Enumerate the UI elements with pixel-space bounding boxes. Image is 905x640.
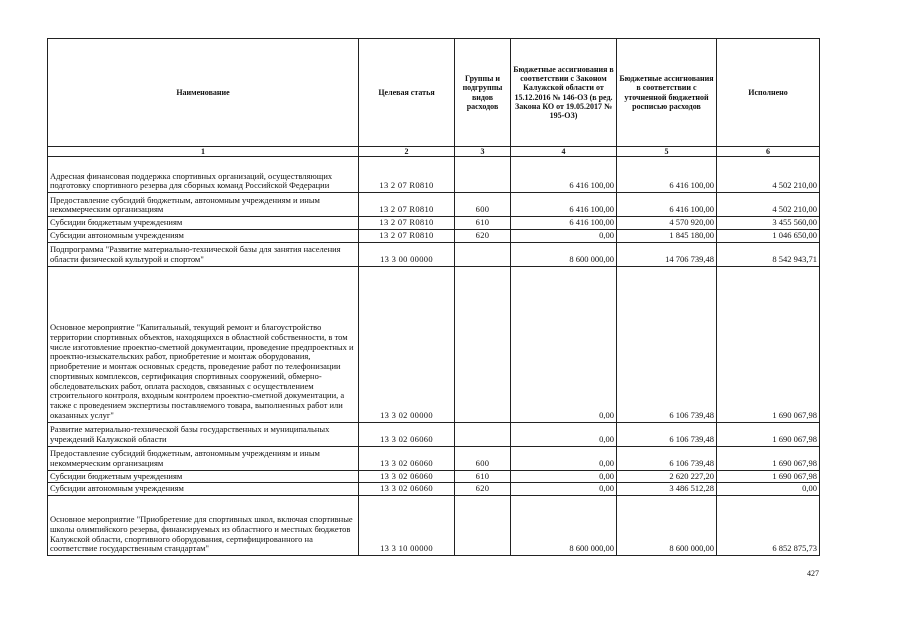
table-row <box>48 193 820 217</box>
row-name: Предоставление субсидий бюджетным, автономным учреждениям и иным некоммерческим организациям <box>48 446 359 470</box>
row-refined-amount: 6 416 100,00 <box>617 193 717 217</box>
table-row <box>48 229 820 242</box>
row-law-amount: 6 416 100,00 <box>511 157 617 193</box>
row-law-amount: 0,00 <box>511 470 617 483</box>
row-executed-amount: 8 542 943,71 <box>717 242 820 266</box>
header-law-allocations: Бюджетные ассигнования в соответствии с Законом Калужской области от 15.12.2016 № 146-ОЗ (в ред. Закона КО от 19.05.2017 № 195-ОЗ) <box>511 39 617 147</box>
row-target-article: 13 3 02 06060 <box>359 422 455 446</box>
row-executed-amount: 1 046 650,00 <box>717 229 820 242</box>
header-name: Наименование <box>48 39 359 147</box>
header-refined-allocations: Бюджетные ассигнования в соответствии с уточненной бюджетной росписью расходов <box>617 39 717 147</box>
row-expense-group <box>455 157 511 193</box>
table-row <box>48 470 820 483</box>
row-name: Субсидии автономным учреждениям <box>48 483 359 496</box>
header-executed: Исполнено <box>717 39 820 147</box>
row-expense-group: 610 <box>455 217 511 230</box>
row-expense-group: 600 <box>455 446 511 470</box>
row-target-article: 13 2 07 R0810 <box>359 157 455 193</box>
column-number-row <box>48 147 820 157</box>
table-row <box>48 157 820 193</box>
row-executed-amount: 1 690 067,98 <box>717 422 820 446</box>
table-row <box>48 266 820 422</box>
table-row <box>48 446 820 470</box>
row-refined-amount: 4 570 920,00 <box>617 217 717 230</box>
row-executed-amount: 0,00 <box>717 483 820 496</box>
row-refined-amount: 2 620 227,20 <box>617 470 717 483</box>
row-law-amount: 0,00 <box>511 483 617 496</box>
column-number: 3 <box>455 147 511 157</box>
row-name: Субсидии бюджетным учреждениям <box>48 470 359 483</box>
table-row <box>48 242 820 266</box>
row-refined-amount: 6 416 100,00 <box>617 157 717 193</box>
row-name: Развитие материально-технической базы государственных и муниципальных учреждений Калужской области <box>48 422 359 446</box>
row-target-article: 13 3 02 00000 <box>359 266 455 422</box>
row-executed-amount: 6 852 875,73 <box>717 496 820 556</box>
row-expense-group: 600 <box>455 193 511 217</box>
row-name: Предоставление субсидий бюджетным, автономным учреждениям и иным некоммерческим организациям <box>48 193 359 217</box>
table-row <box>48 217 820 230</box>
row-refined-amount: 1 845 180,00 <box>617 229 717 242</box>
row-refined-amount: 6 106 739,48 <box>617 266 717 422</box>
row-refined-amount: 6 106 739,48 <box>617 422 717 446</box>
row-executed-amount: 1 690 067,98 <box>717 446 820 470</box>
row-name: Субсидии бюджетным учреждениям <box>48 217 359 230</box>
table-row <box>48 422 820 446</box>
header-row <box>48 39 820 147</box>
row-executed-amount: 4 502 210,00 <box>717 193 820 217</box>
column-number: 4 <box>511 147 617 157</box>
row-name: Основное мероприятие "Приобретение для спортивных школ, включая спортивные школы олимпийского резерва, финансируемых из областного и местных бюджетов Калужской области, спортивного оборудования, сертифицированного на соответствие государственным стандартам" <box>48 496 359 556</box>
row-executed-amount: 4 502 210,00 <box>717 157 820 193</box>
row-expense-group <box>455 422 511 446</box>
row-law-amount: 6 416 100,00 <box>511 217 617 230</box>
row-target-article: 13 3 10 00000 <box>359 496 455 556</box>
budget-table <box>47 38 820 556</box>
row-refined-amount: 3 486 512,28 <box>617 483 717 496</box>
row-target-article: 13 2 07 R0810 <box>359 217 455 230</box>
row-refined-amount: 14 706 739,48 <box>617 242 717 266</box>
row-executed-amount: 1 690 067,98 <box>717 266 820 422</box>
row-name: Адресная финансовая поддержка спортивных организаций, осуществляющих подготовку спортивного резерва для сборных команд Российской Федерации <box>48 157 359 193</box>
row-law-amount: 0,00 <box>511 446 617 470</box>
row-target-article: 13 3 02 06060 <box>359 446 455 470</box>
row-executed-amount: 3 455 560,00 <box>717 217 820 230</box>
row-law-amount: 0,00 <box>511 229 617 242</box>
column-number: 2 <box>359 147 455 157</box>
header-expense-groups: Группы и подгруппы видов расходов <box>455 39 511 147</box>
row-law-amount: 8 600 000,00 <box>511 242 617 266</box>
row-expense-group <box>455 496 511 556</box>
row-law-amount: 0,00 <box>511 266 617 422</box>
row-name: Субсидии автономным учреждениям <box>48 229 359 242</box>
table-row <box>48 496 820 556</box>
row-law-amount: 6 416 100,00 <box>511 193 617 217</box>
row-target-article: 13 3 02 06060 <box>359 470 455 483</box>
header-target-article: Целевая статья <box>359 39 455 147</box>
column-number: 1 <box>48 147 359 157</box>
row-expense-group <box>455 242 511 266</box>
row-expense-group: 610 <box>455 470 511 483</box>
row-target-article: 13 2 07 R0810 <box>359 193 455 217</box>
row-target-article: 13 3 00 00000 <box>359 242 455 266</box>
row-expense-group <box>455 266 511 422</box>
row-law-amount: 8 600 000,00 <box>511 496 617 556</box>
row-target-article: 13 3 02 06060 <box>359 483 455 496</box>
table-row <box>48 483 820 496</box>
row-expense-group: 620 <box>455 229 511 242</box>
row-executed-amount: 1 690 067,98 <box>717 470 820 483</box>
column-number: 6 <box>717 147 820 157</box>
row-name: Основное мероприятие "Капитальный, текущий ремонт и благоустройство территории спортивных объектов, находящихся в областной собственности, в том числе изготовление проектно-сметной документации, проведение предпроектных и проектно-изыскательских работ, приобретение и монтаж оборудования, приобретение и монтаж основных средств, проведение работ по телефонизации спортивных комплексов, сертификация спортивных сооружений, обмерно-обследовательских работ, оплата расходов, связанных с осуществлением строительного контроля, входным контролем проектно-сметной документации, а также с проведением экспертизы поставляемого товара, выполненных работ или оказанных услуг" <box>48 266 359 422</box>
row-expense-group: 620 <box>455 483 511 496</box>
row-refined-amount: 6 106 739,48 <box>617 446 717 470</box>
row-refined-amount: 8 600 000,00 <box>617 496 717 556</box>
row-target-article: 13 2 07 R0810 <box>359 229 455 242</box>
page-number: 427 <box>807 569 819 578</box>
row-name: Подпрограмма "Развитие материально-технической базы для занятия населения области физической культурой и спортом" <box>48 242 359 266</box>
column-number: 5 <box>617 147 717 157</box>
row-law-amount: 0,00 <box>511 422 617 446</box>
